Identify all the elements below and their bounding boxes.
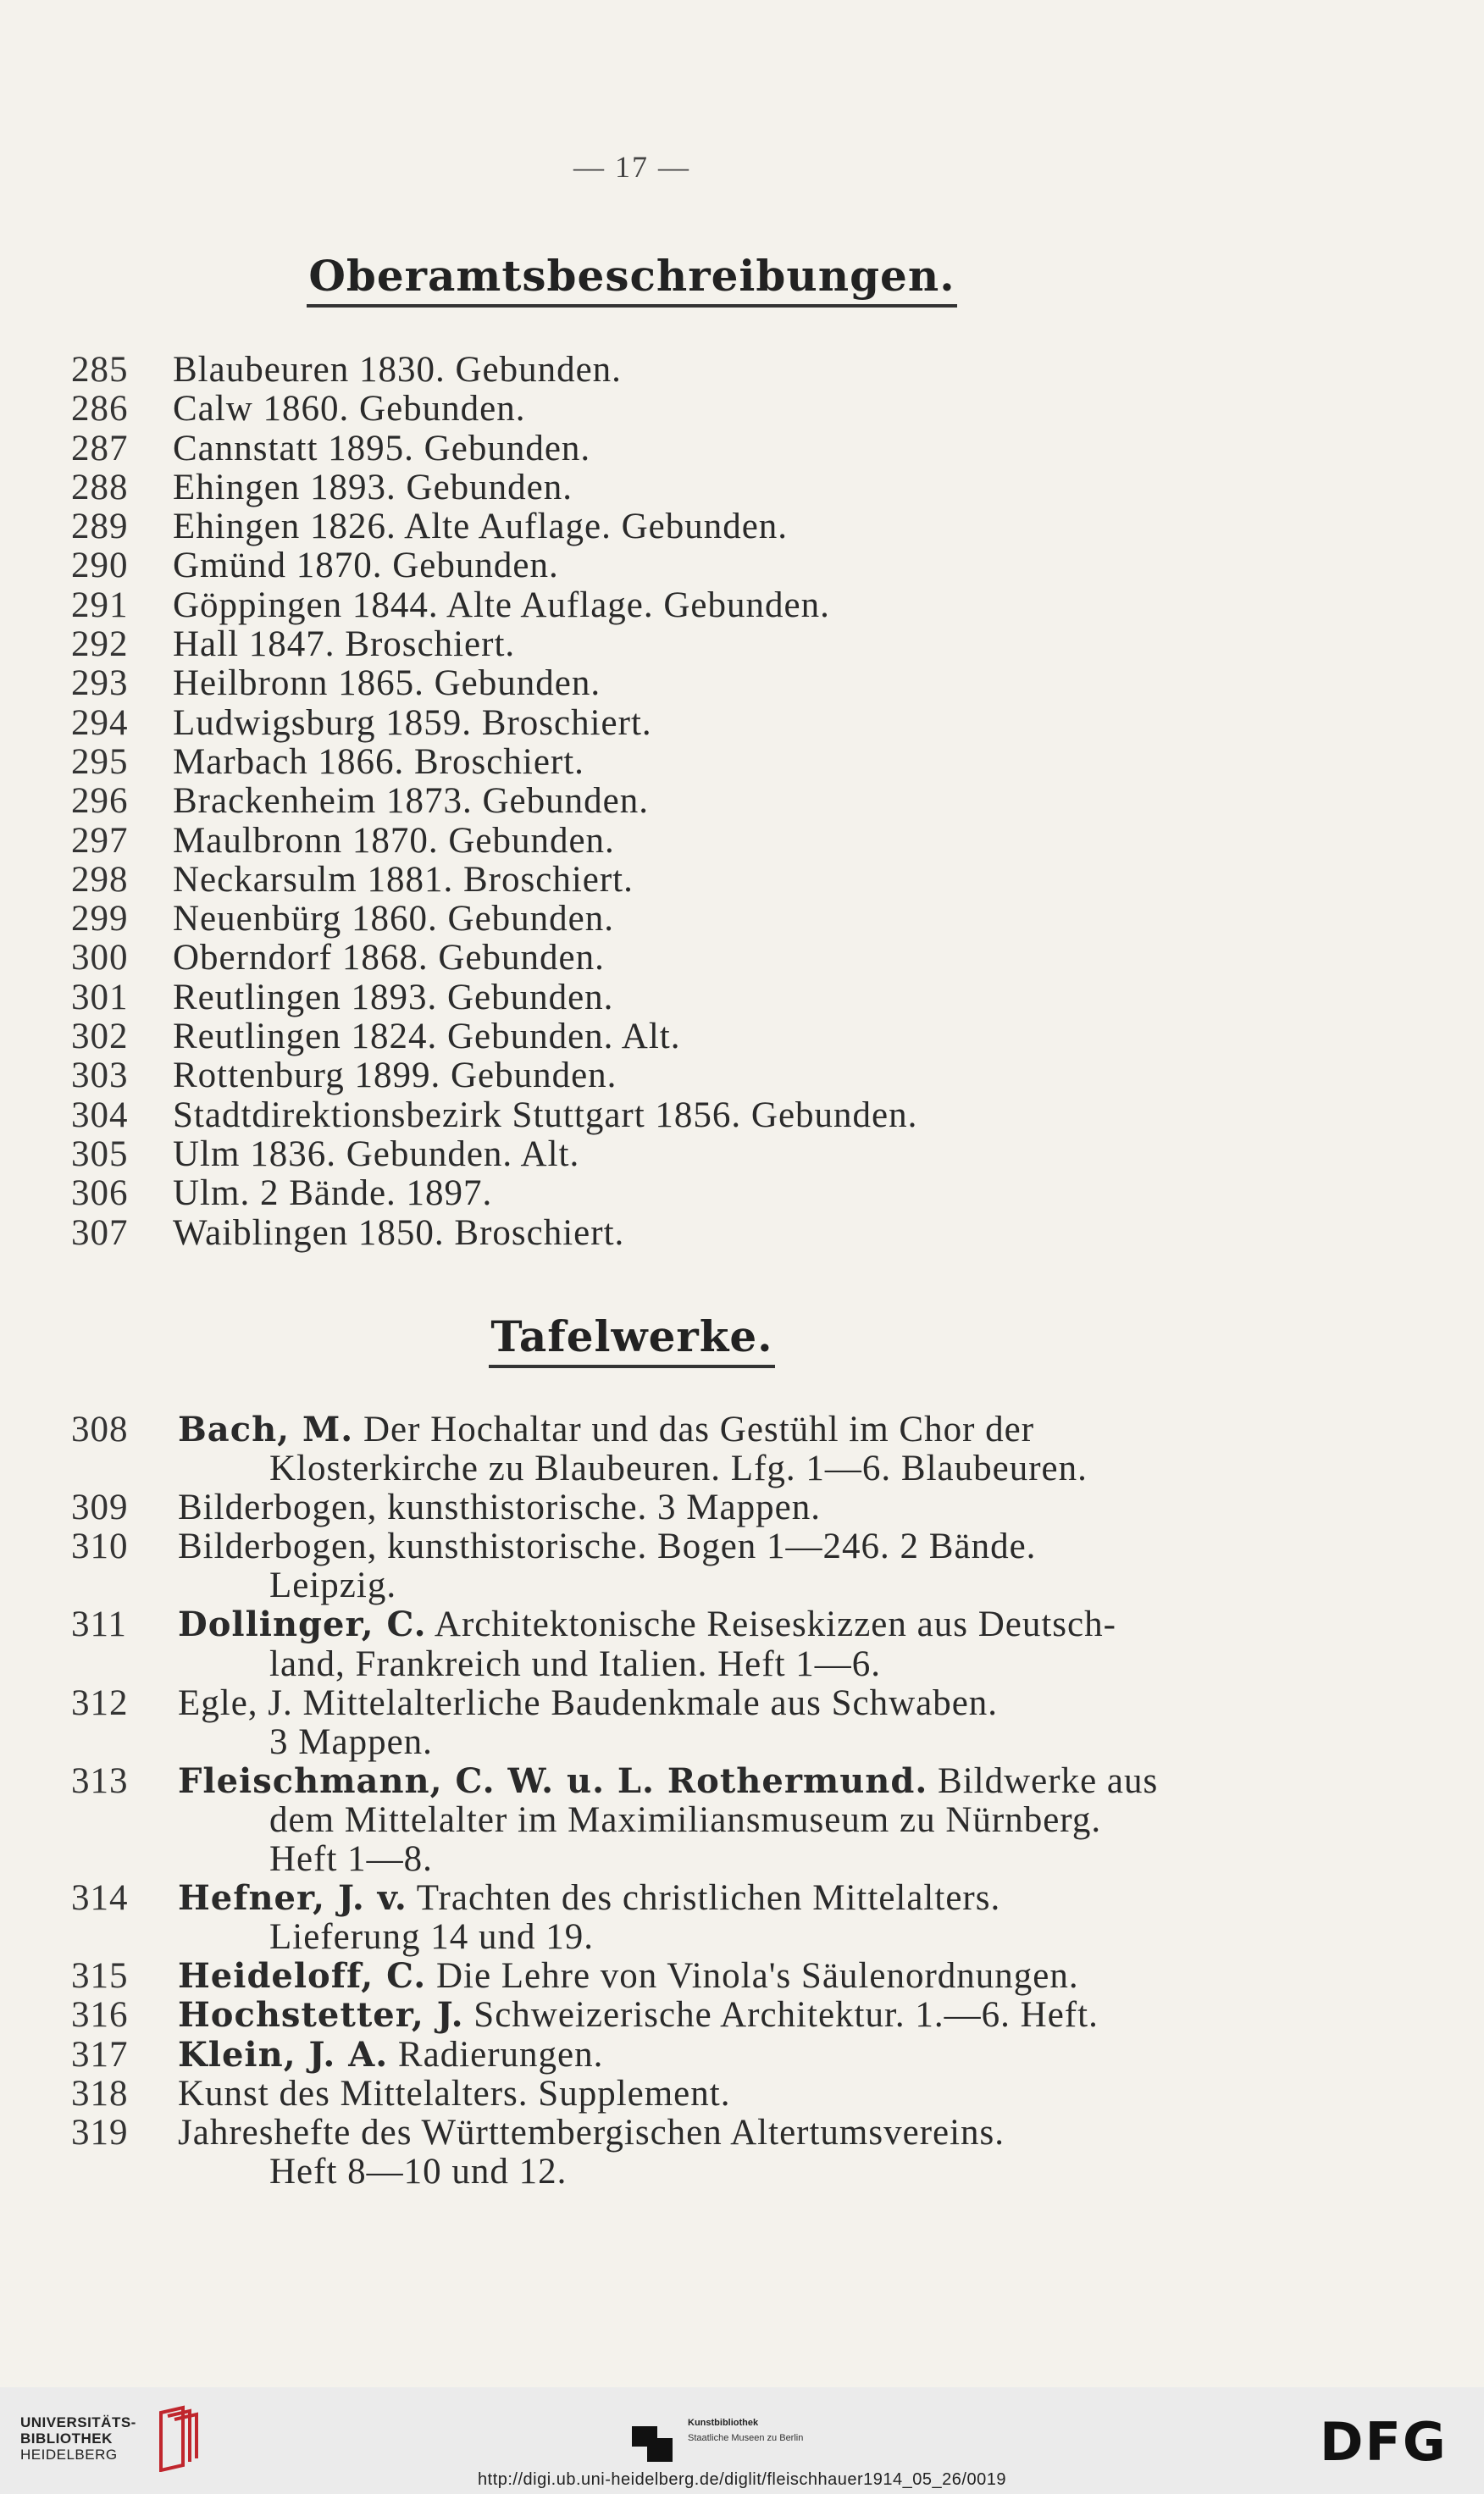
entry-number: 318 [71, 2073, 129, 2114]
entry-continuation: Klosterkirche zu Blaubeuren. Lfg. 1—6. Blaubeuren. [269, 1449, 1088, 1489]
entry-text: Blaubeuren 1830. Gebunden. [173, 350, 622, 390]
list-item [68, 1684, 1203, 1762]
entry-number: 294 [71, 702, 129, 743]
entry-author: Heideloff, C. [178, 1956, 427, 1997]
entry-body [173, 1684, 1203, 1762]
entry-number: 302 [71, 1017, 129, 1057]
heading-text: Oberamtsbeschreibungen. [307, 251, 956, 308]
entry-continuation: land, Frankreich und Italien. Heft 1—6. [269, 1643, 882, 1684]
list-item [68, 546, 1203, 585]
heading-text: Tafelwerke. [489, 1311, 774, 1368]
entry-author: Klein, J. A. [178, 2034, 389, 2075]
entry-text: Oberndorf 1868. Gebunden. [173, 938, 605, 978]
list-item [68, 1957, 1203, 1996]
entry-number: 296 [71, 781, 129, 822]
entry-text: Calw 1860. Gebunden. [173, 389, 526, 430]
permalink-url[interactable]: http://digi.ub.uni-heidelberg.de/diglit/fleischhauer1914_05_26/0019 [478, 2470, 1006, 2489]
entry-text: Neuenbürg 1860. Gebunden. [173, 899, 614, 939]
entry-number: 313 [71, 1760, 129, 1801]
ub-line-3: HEIDELBERG [20, 2447, 118, 2463]
entry-body [173, 1762, 1203, 1879]
entry-text: Marbach 1866. Broschiert. [173, 741, 584, 782]
entry-author: Fleischmann, C. W. u. L. Rothermund. [178, 1760, 928, 1801]
entry-number: 310 [71, 1527, 129, 1567]
entry-number: 285 [71, 350, 129, 390]
kb-name: Kunstbibliothek [688, 2418, 759, 2428]
entry-text: Jahreshefte des Württembergischen Altertumsvereins. [178, 2112, 1005, 2153]
list-item [68, 430, 1203, 468]
entry-body [173, 1410, 1203, 1488]
list-item [68, 1056, 1203, 1095]
entry-body [173, 2114, 1203, 2192]
list-item [68, 1214, 1203, 1253]
list-item [68, 664, 1203, 703]
list-item [68, 586, 1203, 625]
entry-text: Ulm. 2 Bände. 1897. [173, 1173, 493, 1214]
list-item [68, 1605, 1203, 1683]
entry-body [173, 1957, 1203, 1996]
section-heading-tafelwerke [0, 1311, 1264, 1368]
entry-text: Cannstatt 1895. Gebunden. [173, 428, 591, 468]
entry-number: 317 [71, 2034, 129, 2075]
entry-text: Radierungen. [397, 2034, 604, 2075]
footer-bar [0, 2387, 1484, 2494]
entry-text: Bilderbogen, kunsthistorische. 3 Mappen. [178, 1488, 821, 1528]
list-item [68, 822, 1203, 861]
entry-number: 300 [71, 938, 129, 978]
oberamtsbeschreibungen-list [68, 351, 1203, 1253]
kb-subtitle: Staatliche Museen zu Berlin [688, 2433, 804, 2443]
entry-text: Maulbronn 1870. Gebunden. [173, 820, 615, 861]
entry-number: 287 [71, 428, 129, 468]
ub-heidelberg-mark-icon [149, 2404, 202, 2472]
entry-text: Kunst des Mittelalters. Supplement. [178, 2073, 731, 2114]
list-item [68, 1410, 1203, 1488]
list-item [68, 1996, 1203, 2035]
entry-text: Brackenheim 1873. Gebunden. [173, 781, 649, 822]
list-item [68, 507, 1203, 546]
entry-text: Göppingen 1844. Alte Auflage. Gebunden. [173, 585, 830, 625]
entry-number: 314 [71, 1878, 129, 1919]
entry-number: 286 [71, 389, 129, 430]
entry-text: Ehingen 1893. Gebunden. [173, 467, 573, 507]
entry-continuation: 3 Mappen. [269, 1721, 433, 1762]
entry-number: 308 [71, 1410, 129, 1449]
list-item [68, 743, 1203, 782]
list-item [68, 900, 1203, 939]
entry-number: 301 [71, 977, 129, 1017]
entry-number: 315 [71, 1956, 129, 1997]
entry-text: Bilderbogen, kunsthistorische. Bogen 1—246. 2 Bände. [178, 1527, 1037, 1567]
entry-text: Hall 1847. Broschiert. [173, 624, 516, 665]
entry-body [173, 1605, 1203, 1683]
entry-text: Ehingen 1826. Alte Auflage. Gebunden. [173, 507, 789, 547]
entry-body [173, 1527, 1203, 1605]
entry-number: 305 [71, 1133, 129, 1174]
list-item [68, 468, 1203, 507]
entry-number: 307 [71, 1212, 129, 1253]
entry-body [173, 1996, 1203, 2035]
entry-text: Architektonische Reiseskizzen aus Deutsch- [434, 1604, 1116, 1645]
entry-text: Ulm 1836. Gebunden. Alt. [173, 1133, 580, 1174]
list-item [68, 2036, 1203, 2075]
entry-author: Dollinger, C. [178, 1604, 427, 1645]
entry-number: 290 [71, 546, 129, 586]
list-item [68, 2075, 1203, 2114]
list-item [68, 978, 1203, 1017]
list-item [68, 2114, 1203, 2192]
list-item [68, 704, 1203, 743]
entry-number: 306 [71, 1173, 129, 1214]
entry-number: 297 [71, 820, 129, 861]
list-item [68, 861, 1203, 900]
entry-author: Hochstetter, J. [178, 1995, 464, 2036]
list-item [68, 625, 1203, 664]
list-item [68, 939, 1203, 978]
entry-text: Gmünd 1870. Gebunden. [173, 546, 559, 586]
list-item [68, 1174, 1203, 1213]
entry-number: 295 [71, 741, 129, 782]
entry-continuation: dem Mittelalter im Maximiliansmuseum zu Nürnberg. [269, 1799, 1102, 1840]
entry-text: Neckarsulm 1881. Broschiert. [173, 859, 634, 900]
section-heading-oberamtsbeschreibungen [0, 251, 1264, 308]
list-item [68, 390, 1203, 429]
entry-number: 289 [71, 507, 129, 547]
entry-continuation: Lieferung 14 und 19. [269, 1917, 595, 1958]
entry-text: Waiblingen 1850. Broschiert. [173, 1212, 625, 1253]
entry-text: Reutlingen 1893. Gebunden. [173, 977, 614, 1017]
list-item [68, 351, 1203, 390]
entry-number: 298 [71, 859, 129, 900]
university-library-logo[interactable] [20, 2414, 136, 2463]
entry-continuation: Heft 8—10 und 12. [269, 2151, 568, 2192]
entry-number: 311 [71, 1604, 127, 1645]
ub-line-1: UNIVERSITÄTS- [20, 2414, 136, 2430]
list-item [68, 782, 1203, 821]
entry-number: 319 [71, 2112, 129, 2153]
kunstbibliothek-icon [632, 2421, 673, 2462]
entry-number: 304 [71, 1095, 129, 1135]
list-item [68, 1488, 1203, 1527]
entry-text: Der Hochaltar und das Gestühl im Chor der [363, 1410, 1035, 1449]
list-item [68, 1527, 1203, 1605]
list-item [68, 1135, 1203, 1174]
entry-number: 292 [71, 624, 129, 665]
entry-text: Ludwigsburg 1859. Broschiert. [173, 702, 652, 743]
list-item [68, 1762, 1203, 1879]
entry-number: 303 [71, 1056, 129, 1096]
entry-body [173, 2075, 1203, 2114]
entry-text: Heilbronn 1865. Gebunden. [173, 663, 601, 704]
entry-number: 291 [71, 585, 129, 625]
entry-continuation: Leipzig. [269, 1566, 397, 1606]
dfg-logo[interactable]: DFG [1320, 2411, 1448, 2473]
list-item [68, 1096, 1203, 1135]
entry-number: 316 [71, 1995, 129, 2036]
entry-text: Reutlingen 1824. Gebunden. Alt. [173, 1017, 681, 1057]
entry-text: Stadtdirektionsbezirk Stuttgart 1856. Gebunden. [173, 1095, 918, 1135]
entry-text: Schweizerische Architektur. 1.—6. Heft. [473, 1995, 1099, 2036]
entry-text: Bildwerke aus [938, 1760, 1159, 1801]
entry-body [173, 1488, 1203, 1527]
page-number: — 17 — [573, 150, 690, 184]
entry-author: Hefner, J. v. [178, 1878, 407, 1919]
entry-number: 309 [71, 1488, 129, 1528]
tafelwerke-list [68, 1410, 1203, 2192]
entry-text: Egle, J. Mittelalterliche Baudenkmale aus Schwaben. [178, 1682, 999, 1723]
entry-continuation: Heft 1—8. [269, 1839, 433, 1880]
entry-text: Trachten des christlichen Mittelalters. [416, 1878, 1001, 1919]
list-item [68, 1017, 1203, 1056]
entry-text: Die Lehre von Vinola's Säulenordnungen. [435, 1956, 1079, 1997]
entry-body [173, 1879, 1203, 1957]
entry-body [173, 2036, 1203, 2075]
entry-number: 288 [71, 467, 129, 507]
entry-author: Bach, M. [178, 1410, 354, 1449]
entry-number: 299 [71, 899, 129, 939]
ub-line-2: BIBLIOTHEK [20, 2430, 113, 2447]
entry-number: 312 [71, 1682, 129, 1723]
list-item [68, 1879, 1203, 1957]
entry-text: Rottenburg 1899. Gebunden. [173, 1056, 617, 1096]
entry-number: 293 [71, 663, 129, 704]
